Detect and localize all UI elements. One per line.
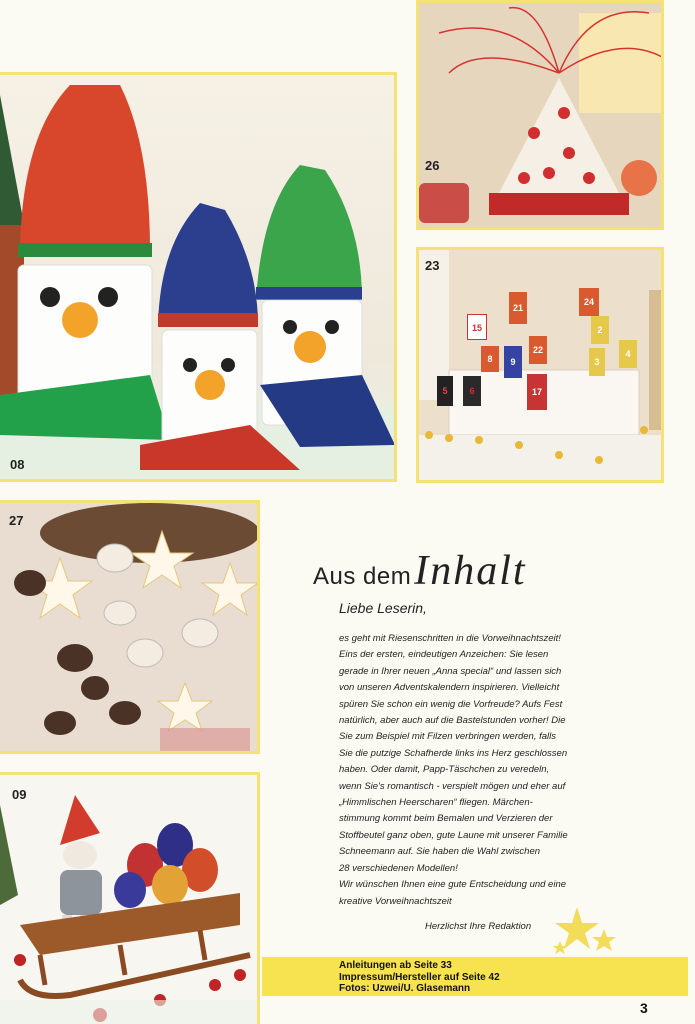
page-number: 3 xyxy=(640,1000,648,1016)
info-instructions: Anleitungen ab Seite 33 xyxy=(339,960,452,971)
calendar-tag: 4 xyxy=(619,340,637,368)
photo-felt-sheep xyxy=(0,500,260,754)
text-line: Schneemann auf. Sie haben die Wahl zwischen xyxy=(339,846,541,858)
text-line: es geht mit Riesenschritten in die Vorweihnachtszeit! xyxy=(339,633,561,644)
text-line: Sie zum Beispiel mit Filzen verbringen werden, falls xyxy=(339,731,557,743)
calendar-tag: 5 xyxy=(437,376,453,406)
text-line: natürlich, aber auch auf die Bastelstunden vorher! Die xyxy=(339,715,566,727)
photo-paper-tree xyxy=(416,0,664,230)
snowmen-illustration xyxy=(0,75,397,482)
text-line: Stoffbeutel ganz oben, gute Laune mit unserer Familie xyxy=(339,829,568,841)
calendar-tag: 22 xyxy=(529,336,547,364)
calendar-tag: 9 xyxy=(504,346,522,378)
info-bar xyxy=(262,957,688,996)
title-part-1: Aus dem xyxy=(313,563,412,590)
calendar-tag: 21 xyxy=(509,292,527,324)
text-line: gerade in Ihrer neuen „Anna special“ und lassen sich xyxy=(339,665,562,677)
text-line: haben. Oder damit, Papp-Täschchen zu veredeln, xyxy=(339,764,550,776)
greeting: Liebe Leserin, xyxy=(339,600,427,616)
paper-tree-illustration xyxy=(419,3,664,230)
calendar-tag: 17 xyxy=(527,374,547,410)
text-line: spüren Sie schon ein wenig die Vorfreude? Aufs Fest xyxy=(339,698,563,710)
page-title xyxy=(313,547,527,595)
editorial-text xyxy=(339,631,639,910)
text-line: wenn Sie's romantisch - verspielt mögen und eher auf xyxy=(339,780,566,792)
calendar-tag: 3 xyxy=(589,348,605,376)
title-part-2: Inhalt xyxy=(414,548,527,594)
text-line: „Himmlischen Heerscharen“ fliegen. Märchen- xyxy=(339,797,533,809)
photo-gnome-sled xyxy=(0,772,260,1024)
photo-number-09: 09 xyxy=(12,787,27,802)
star-decoration-icon xyxy=(552,905,622,955)
text-line: Eins der ersten, eindeutigen Anzeichen: Sie lesen xyxy=(339,649,549,661)
text-line: Sie die putzige Schafherde links ins Herz geschlossen xyxy=(339,747,568,759)
photo-number-26: 26 xyxy=(425,158,440,173)
felt-sheep-illustration xyxy=(0,503,260,754)
text-line: stimmung kommt beim Bemalen und Verzieren der xyxy=(339,813,553,825)
text-line: 28 verschiedenen Modellen! xyxy=(339,862,458,874)
photo-advent-calendar xyxy=(416,247,664,483)
text-line: Wir wünschen Ihnen eine gute Entscheidung und eine xyxy=(339,879,567,891)
calendar-tag: 6 xyxy=(463,376,481,406)
photo-snowmen xyxy=(0,72,397,482)
photo-number-08: 08 xyxy=(10,457,25,472)
text-line: von unseren Adventskalendern inspirieren. Vielleicht xyxy=(339,682,560,694)
signature: Herzlichst Ihre Redaktion xyxy=(425,921,532,932)
calendar-tag: 15 xyxy=(467,314,487,340)
gnome-sled-illustration xyxy=(0,775,260,1024)
calendar-tag: 8 xyxy=(481,346,499,372)
text-line: kreative Vorweihnachtszeit xyxy=(339,895,452,907)
info-imprint: Impressum/Hersteller auf Seite 42 xyxy=(339,971,500,983)
photo-number-23: 23 xyxy=(425,258,440,273)
calendar-tag: 24 xyxy=(579,288,599,316)
info-photos: Fotos: Uzwei/U. Glasemann xyxy=(339,983,471,994)
photo-number-27: 27 xyxy=(9,513,24,528)
calendar-tag: 2 xyxy=(591,316,609,344)
